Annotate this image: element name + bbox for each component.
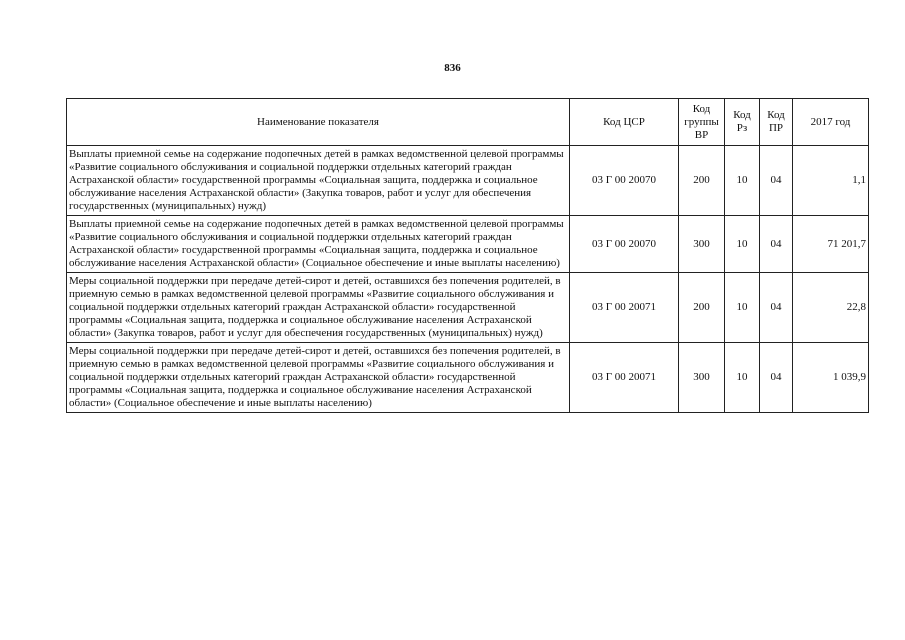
- header-vr-code: [679, 99, 725, 146]
- page-number: 836: [444, 62, 461, 74]
- header-vr-line3: ВР: [694, 128, 709, 141]
- row-vr-code: 300: [679, 343, 725, 413]
- header-rz-code: [725, 99, 760, 146]
- row-name: Меры социальной поддержки при передаче детей-сирот и детей, оставшихся без попечения родителей, в приемную семью в рамках ведомственной целевой программы «Развитие социального обслуживания и социальной поддержки отдельных категорий граждан Астраханской области» государственной программы «Социальная защита, поддержка и социальное обслуживание населения Астраханской области» (Социальное обеспечение и иные выплаты населению): [67, 343, 570, 413]
- header-vr-line2: группы: [684, 115, 719, 128]
- table-row: [67, 273, 869, 343]
- row-vr-code: 300: [679, 216, 725, 273]
- row-pr-code: 04: [760, 343, 793, 413]
- table-row: [67, 216, 869, 273]
- row-rz-code: 10: [725, 146, 760, 216]
- header-rz-line1: Код: [733, 109, 751, 121]
- row-csr-code: 03 Г 00 20071: [570, 343, 679, 413]
- row-name: Выплаты приемной семье на содержание подопечных детей в рамках ведомственной целевой программы «Развитие социального обслуживания и социальной поддержки отдельных категорий граждан Астраханской области» государственной программы «Социальная защита, поддержка и социальное обслуживание населения Астраханской области» (Социальное обеспечение и иные выплаты населению): [67, 216, 570, 273]
- row-name: Меры социальной поддержки при передаче детей-сирот и детей, оставшихся без попечения родителей, в приемную семью в рамках ведомственной целевой программы «Развитие социального обслуживания и социальной поддержки отдельных категорий граждан Астраханской области» государственной программы «Социальная защита, поддержка и социальное обслуживание населения Астраханской области» (Закупка товаров, работ и услуг для обеспечения государственных (муниципальных) нужд): [67, 273, 570, 343]
- header-rz-line2: Рз: [736, 122, 748, 134]
- row-value: 1,1: [793, 146, 869, 216]
- header-vr-line1: Код: [692, 102, 711, 115]
- row-value: 22,8: [793, 273, 869, 343]
- header-name: Наименование показателя: [67, 99, 570, 146]
- row-value: 1 039,9: [793, 343, 869, 413]
- row-value: 71 201,7: [793, 216, 869, 273]
- header-pr-line2: ПР: [768, 122, 784, 134]
- header-csr-code: Код ЦСР: [570, 99, 679, 146]
- row-rz-code: 10: [725, 273, 760, 343]
- row-vr-code: 200: [679, 273, 725, 343]
- row-rz-code: 10: [725, 343, 760, 413]
- header-year: 2017 год: [793, 99, 869, 146]
- row-pr-code: 04: [760, 273, 793, 343]
- row-name: Выплаты приемной семье на содержание подопечных детей в рамках ведомственной целевой программы «Развитие социального обслуживания и социальной поддержки отдельных категорий граждан Астраханской области» государственной программы «Социальная защита, поддержка и социальное обслуживание населения Астраханской области» (Закупка товаров, работ и услуг для обеспечения государственных (муниципальных) нужд): [67, 146, 570, 216]
- header-pr-line1: Код: [767, 109, 785, 121]
- row-pr-code: 04: [760, 216, 793, 273]
- row-pr-code: 04: [760, 146, 793, 216]
- row-csr-code: 03 Г 00 20071: [570, 273, 679, 343]
- budget-table: [66, 98, 869, 413]
- row-vr-code: 200: [679, 146, 725, 216]
- header-pr-code: [760, 99, 793, 146]
- row-csr-code: 03 Г 00 20070: [570, 146, 679, 216]
- table-row: [67, 146, 869, 216]
- table-row: [67, 343, 869, 413]
- row-csr-code: 03 Г 00 20070: [570, 216, 679, 273]
- table-header-row: [67, 99, 869, 146]
- row-rz-code: 10: [725, 216, 760, 273]
